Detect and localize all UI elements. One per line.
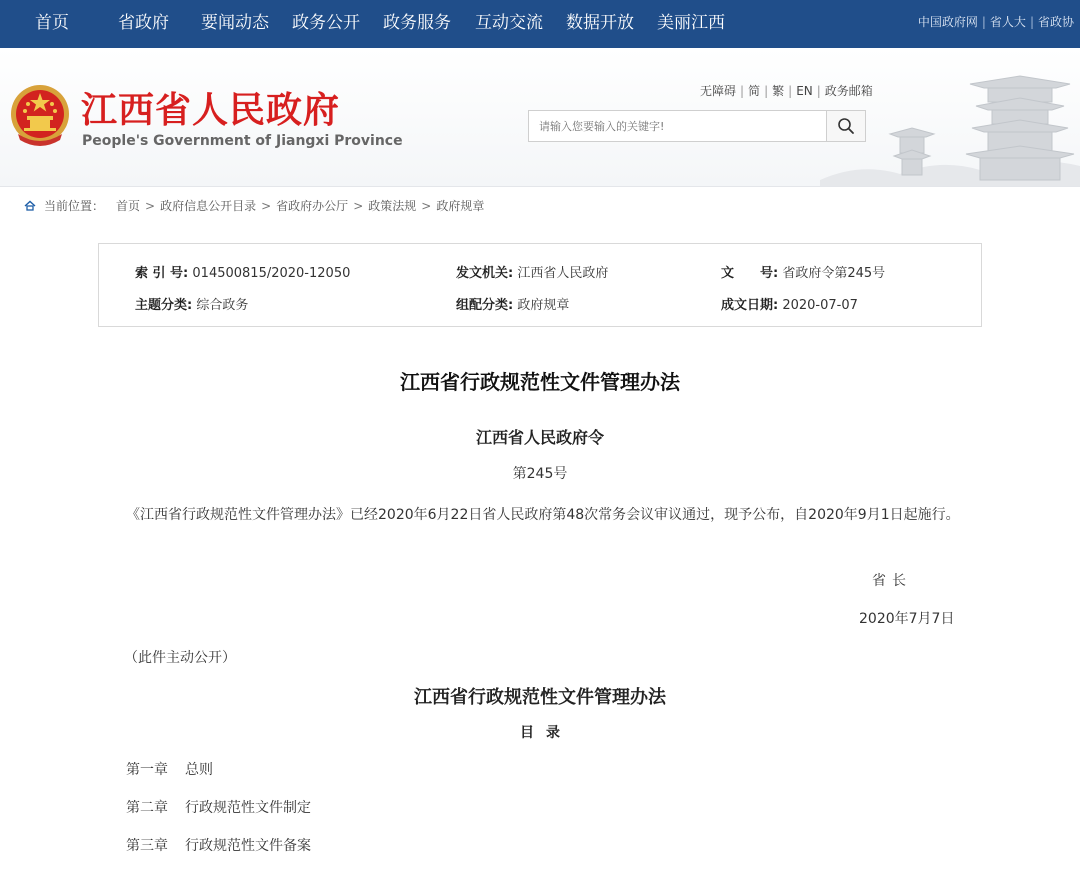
nav-item-beautiful-jiangxi[interactable]: 美丽江西 — [657, 13, 725, 33]
meta-date-value: 2020-07-07 — [782, 298, 858, 313]
document-metadata — [98, 243, 982, 327]
meta-category — [456, 294, 569, 313]
toc-item[interactable] — [126, 798, 311, 836]
site-subtitle: People's Government of Jiangxi Province — [82, 133, 403, 149]
nav-item-gov-services[interactable]: 政务服务 — [383, 13, 451, 33]
breadcrumb-item-info-catalog[interactable]: 政府信息公开目录 — [160, 199, 257, 213]
link-simplified[interactable]: 简 — [748, 84, 761, 98]
nav-item-interaction[interactable]: 互动交流 — [475, 13, 543, 33]
meta-date-label: 成文日期: — [721, 298, 779, 313]
toc-chapter: 第二章 — [126, 800, 168, 816]
toc-chapter-name: 行政规范性文件备案 — [185, 838, 311, 854]
breadcrumb-item-regulations[interactable]: 政府规章 — [436, 199, 485, 213]
toc-chapter-name: 行政规范性文件制定 — [185, 800, 311, 816]
meta-category-label: 组配分类: — [456, 298, 514, 313]
meta-docno-label: 文 号: — [721, 266, 779, 281]
link-cppcc[interactable]: 省政协 — [1037, 15, 1074, 29]
meta-issuer-label: 发文机关: — [456, 266, 514, 281]
breadcrumb-item-policies[interactable]: 政策法规 — [368, 199, 417, 213]
divider: | — [1029, 15, 1034, 29]
divider: | — [816, 84, 821, 98]
meta-issuer-value: 江西省人民政府 — [517, 266, 609, 281]
signer-role: 省长 — [872, 573, 912, 589]
national-emblem-icon — [8, 82, 72, 150]
breadcrumb-item-home[interactable]: 首页 — [116, 199, 141, 213]
meta-topic-label: 主题分类: — [135, 298, 193, 313]
order-number: 第245号 — [512, 466, 568, 482]
divider: | — [740, 84, 745, 98]
public-note: （此件主动公开） — [124, 650, 236, 666]
link-traditional[interactable]: 繁 — [772, 84, 785, 98]
link-provincial-congress[interactable]: 省人大 — [989, 15, 1026, 29]
meta-category-value: 政府规章 — [517, 298, 570, 313]
breadcrumb-separator: > — [261, 199, 272, 213]
meta-index-label: 索 引 号: — [135, 266, 189, 281]
nav-item-open-data[interactable]: 数据开放 — [566, 13, 634, 33]
breadcrumb-item-general-office[interactable]: 省政府办公厅 — [276, 199, 349, 213]
nav-item-gov-affairs[interactable]: 政务公开 — [292, 13, 360, 33]
order-title: 江西省人民政府令 — [475, 428, 604, 447]
link-gov-mail[interactable]: 政务邮箱 — [824, 84, 873, 98]
top-nav — [0, 0, 1080, 48]
breadcrumb-label: 当前位置： — [44, 199, 105, 213]
article-title: 江西省行政规范性文件管理办法 — [400, 370, 680, 394]
search-box — [528, 110, 866, 142]
toc-heading: 目录 — [520, 725, 572, 741]
breadcrumb-separator: > — [145, 199, 156, 213]
meta-index — [135, 262, 350, 281]
site-header — [0, 48, 1080, 187]
meta-topic-value: 综合政务 — [196, 298, 249, 313]
breadcrumb-separator: > — [353, 199, 364, 213]
toc-chapter: 第一章 — [126, 762, 168, 778]
pavilion-decoration-icon — [820, 62, 1080, 186]
nav-item-news[interactable]: 要闻动态 — [201, 13, 269, 33]
breadcrumb — [24, 197, 484, 214]
link-accessibility[interactable]: 无障碍 — [700, 84, 737, 98]
table-of-contents — [126, 760, 311, 874]
site-title[interactable]: 江西省人民政府 — [81, 90, 341, 131]
divider: | — [764, 84, 769, 98]
meta-docno-value: 省政府令第245号 — [782, 266, 886, 281]
toc-chapter: 第三章 — [126, 838, 168, 854]
meta-docno — [721, 262, 885, 281]
meta-topic — [135, 294, 248, 313]
meta-index-value: 014500815/2020-12050 — [192, 266, 351, 281]
document-title: 江西省行政规范性文件管理办法 — [414, 687, 666, 708]
search-input[interactable] — [529, 111, 819, 141]
toc-item[interactable] — [126, 836, 311, 874]
nav-item-home[interactable]: 首页 — [35, 13, 69, 33]
breadcrumb-separator: > — [421, 199, 432, 213]
divider: | — [981, 15, 986, 29]
top-right-links — [918, 0, 1074, 48]
meta-date — [721, 294, 858, 313]
link-english[interactable]: EN — [796, 84, 813, 98]
article-paragraph: 《江西省行政规范性文件管理办法》已经2020年6月22日省人民政府第48次常务会议审议通过，现予公布，自2020年9月1日起施行。 — [126, 507, 960, 523]
divider: | — [788, 84, 793, 98]
toc-item[interactable] — [126, 760, 311, 798]
link-china-gov[interactable]: 中国政府网 — [917, 15, 978, 29]
nav-item-province-gov[interactable]: 省政府 — [118, 13, 169, 33]
sign-date: 2020年7月7日 — [859, 611, 955, 627]
home-icon — [24, 200, 36, 211]
toc-chapter-name: 总则 — [185, 762, 213, 778]
meta-issuer — [456, 262, 608, 281]
